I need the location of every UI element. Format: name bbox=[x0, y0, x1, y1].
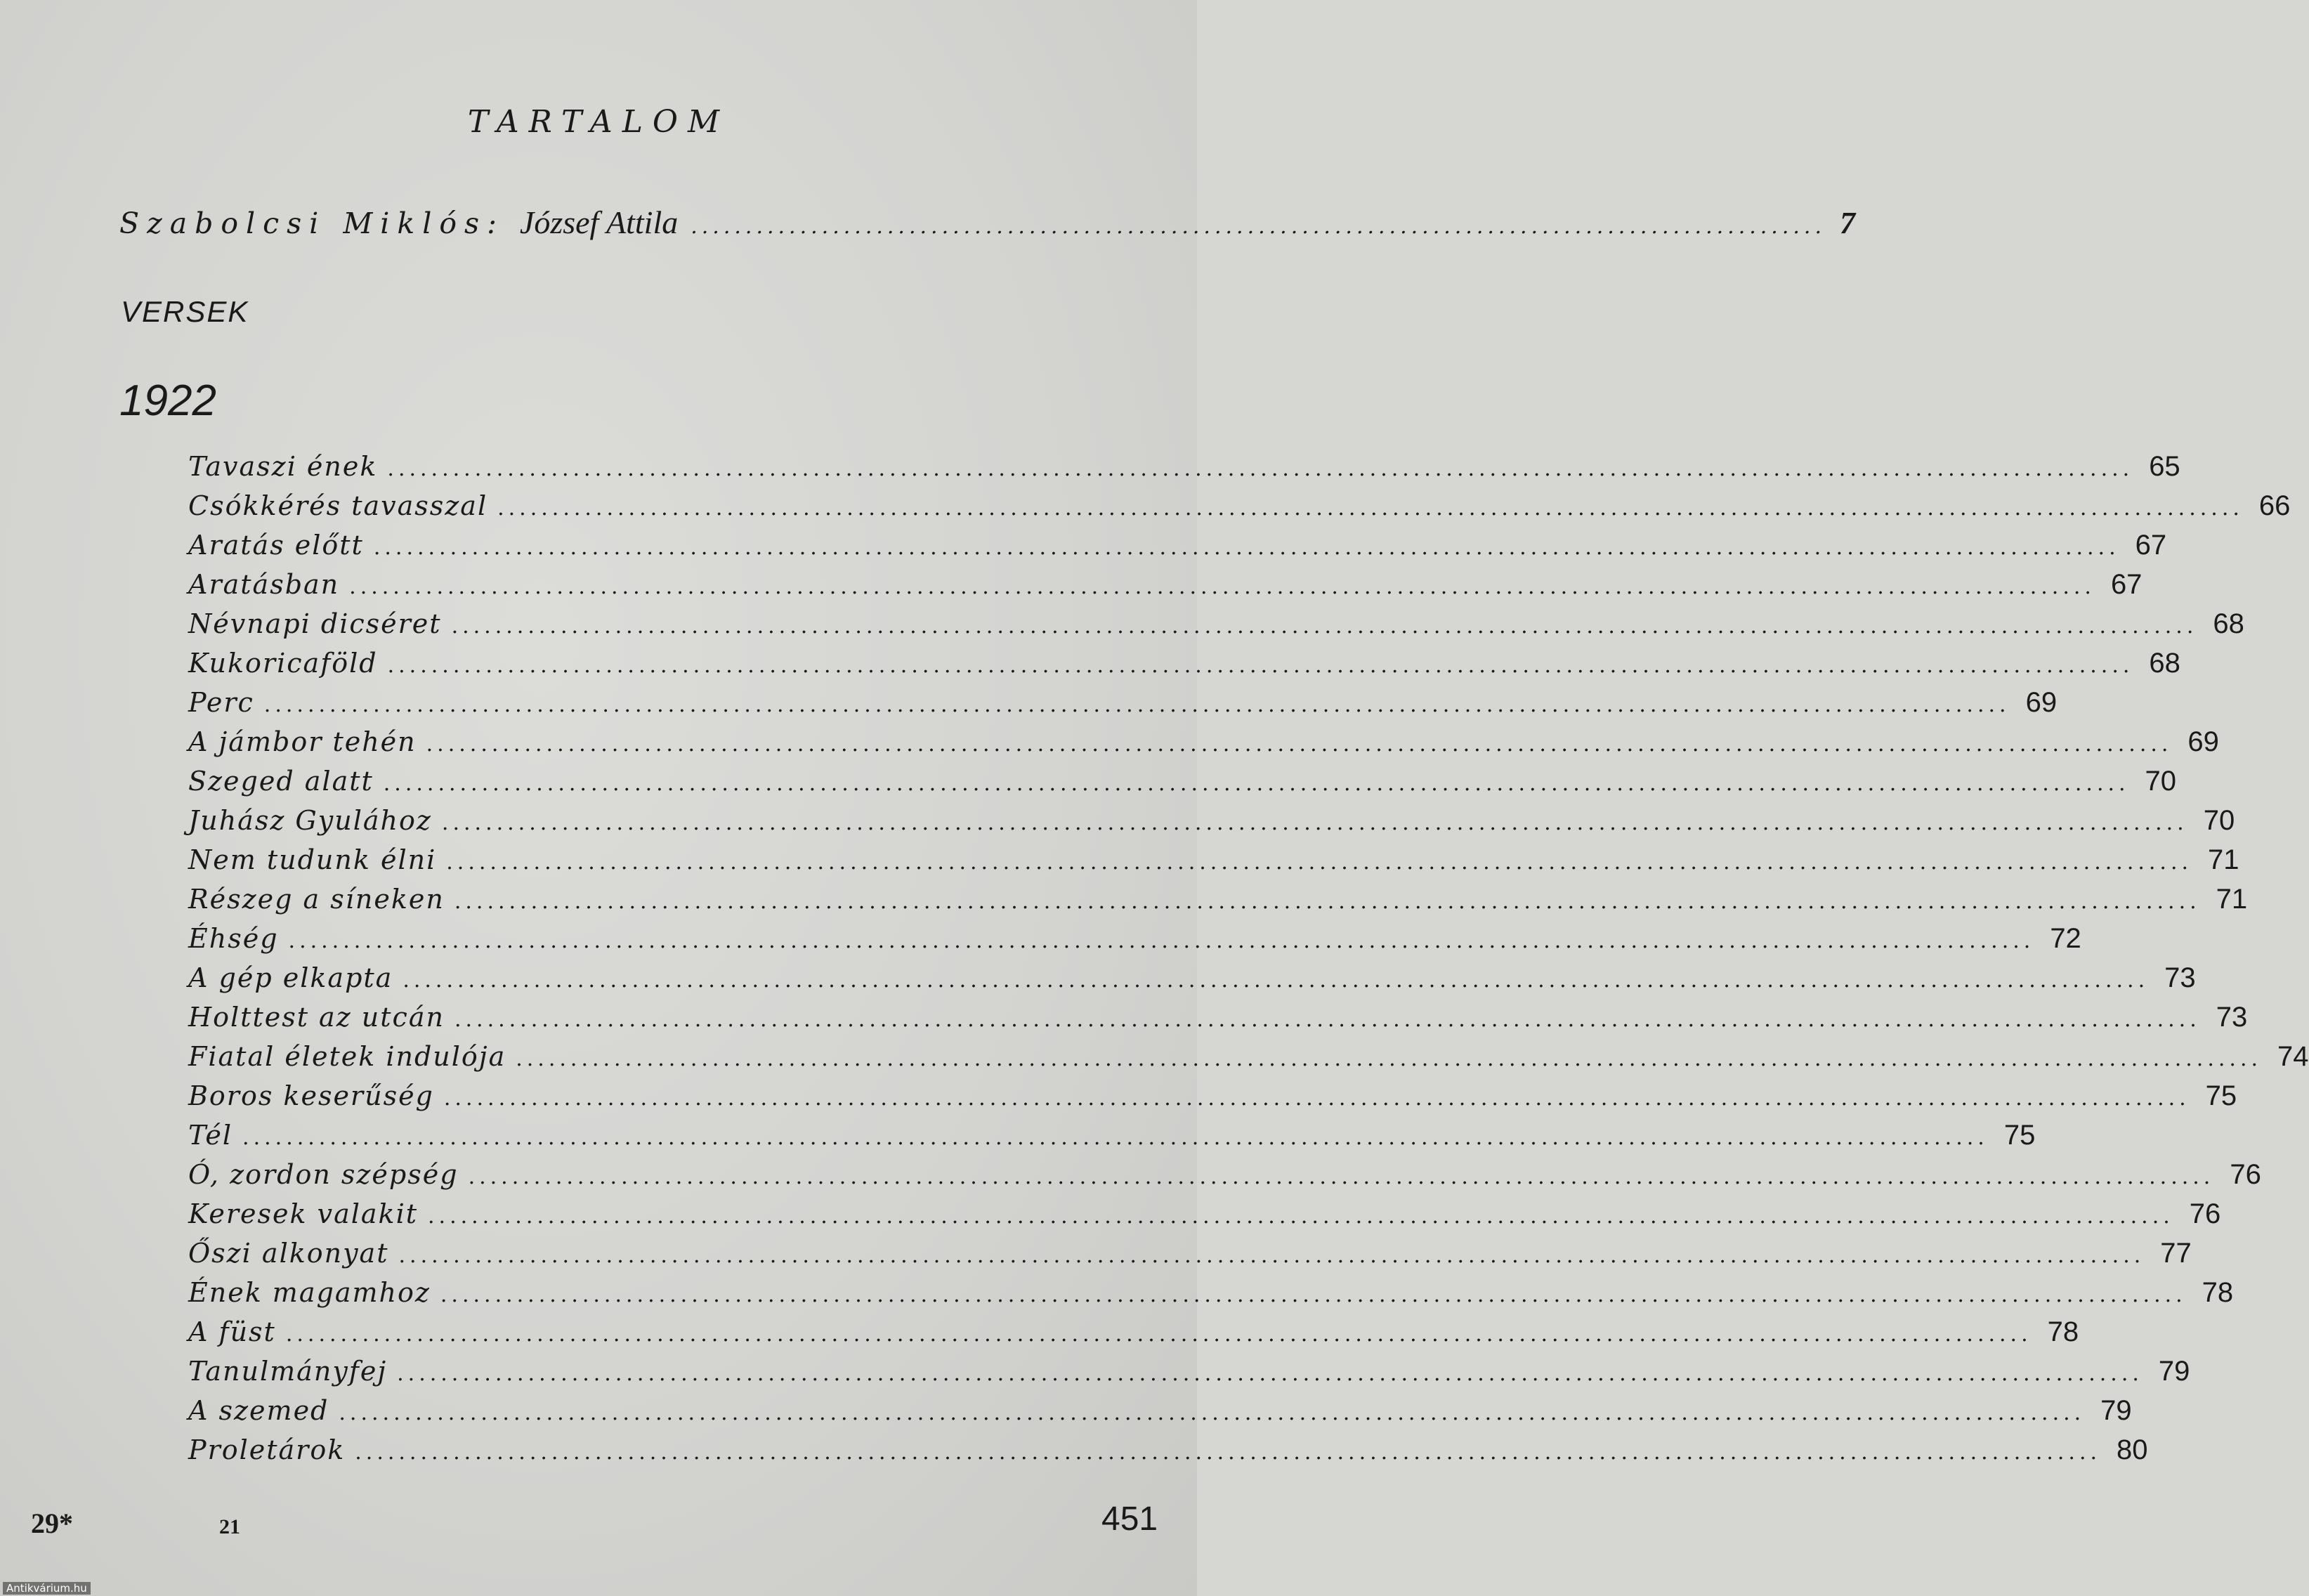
toc-entry-title: A füst bbox=[188, 1316, 276, 1347]
toc-entry-page: 79 bbox=[2100, 1395, 2132, 1426]
toc-entry-title: Proletárok bbox=[188, 1434, 346, 1465]
toc-entry-page: 80 bbox=[2117, 1434, 2148, 1465]
toc-entry bbox=[188, 530, 2167, 569]
toc-entry-title: Keresek valakit bbox=[188, 1198, 418, 1229]
page-title: TARTALOM bbox=[467, 104, 730, 140]
toc-entry bbox=[188, 726, 2219, 766]
toc-entry-page: 69 bbox=[2187, 726, 2219, 757]
dot-leader: ................................................................................................................................................................ bbox=[373, 535, 2120, 560]
toc-entry-title: Kukoricaföld bbox=[188, 648, 378, 679]
toc-entry bbox=[188, 1434, 2148, 1474]
toc-entry-page: 69 bbox=[2025, 687, 2058, 718]
dot-leader: ................................................................................................................................................................ bbox=[242, 1125, 1989, 1150]
dot-leader: ................................................................................................................................................................ bbox=[454, 1007, 2201, 1032]
toc-entry-title: Csókkérés tavasszal bbox=[188, 490, 488, 521]
dot-leader: ................................................................................................................................................................ bbox=[446, 850, 2193, 875]
toc-entry-title: Boros keserűség bbox=[188, 1080, 434, 1111]
dot-leader: ................................................................................................................................................................ bbox=[451, 614, 2198, 639]
toc-entry-title: Tavaszi ének bbox=[188, 451, 378, 482]
toc-entry-page: 76 bbox=[2230, 1159, 2261, 1190]
toc-entry-title: Névnapi dicséret bbox=[188, 608, 442, 639]
toc-entry-page: 78 bbox=[2047, 1316, 2079, 1347]
toc-entry bbox=[188, 1002, 2248, 1041]
toc-entry-page: 73 bbox=[2164, 962, 2196, 993]
dot-leader: ................................................................................................................................................................ bbox=[468, 1165, 2215, 1189]
toc-entry-title: Nem tudunk élni bbox=[188, 844, 437, 875]
toc-entry bbox=[188, 1159, 2261, 1198]
dot-leader: ................................................................................................................................................................ bbox=[398, 1243, 2145, 1268]
toc-entry bbox=[188, 451, 2180, 490]
toc-entry-page: 78 bbox=[2202, 1277, 2234, 1308]
toc-entry-title: Szeged alatt bbox=[188, 766, 374, 797]
toc-entry-page: 77 bbox=[2160, 1238, 2192, 1269]
toc-entry-title: Tanulmányfej bbox=[188, 1356, 388, 1387]
toc-entry-page: 73 bbox=[2216, 1002, 2248, 1033]
section-heading: VERSEK bbox=[121, 295, 249, 328]
toc-entry bbox=[188, 1316, 2079, 1356]
intro-page-number: 7 bbox=[1840, 206, 1855, 240]
dot-leader: ................................................................................................................................................................ bbox=[383, 771, 2130, 796]
page-number: 451 bbox=[1101, 1500, 1158, 1538]
dot-leader: ................................................................................................................................................................ bbox=[440, 1283, 2187, 1307]
toc-entry-title: Perc bbox=[188, 687, 254, 718]
toc-entry-page: 72 bbox=[2050, 923, 2081, 954]
toc-entry bbox=[188, 608, 2244, 648]
toc-entry-page: 68 bbox=[2213, 608, 2244, 639]
dot-leader: ................................................................................................................................................................ bbox=[387, 653, 2134, 678]
sheet-number: 21 bbox=[219, 1515, 240, 1538]
toc-entry-page: 75 bbox=[2205, 1080, 2237, 1111]
toc-entry-title: A jámbor tehén bbox=[188, 726, 417, 757]
toc-entry bbox=[188, 1198, 2221, 1238]
dot-leader: ................................................................................................................................................................ bbox=[285, 1322, 2032, 1347]
toc-entry-title: Aratásban bbox=[188, 569, 340, 600]
toc-entry-title: Tél bbox=[188, 1120, 233, 1151]
toc-entry bbox=[188, 844, 2239, 884]
toc-entry bbox=[188, 1395, 2132, 1434]
toc-entry bbox=[188, 490, 2291, 530]
toc-entry-title: Ének magamhoz bbox=[188, 1277, 431, 1308]
dot-leader: ................................................................................................................................................................ bbox=[428, 1204, 2174, 1229]
toc-entry bbox=[188, 687, 2058, 726]
toc-entry-title: Őszi alkonyat bbox=[188, 1238, 389, 1269]
toc-entry-page: 71 bbox=[2216, 884, 2248, 915]
toc-entry bbox=[188, 1277, 2234, 1316]
toc-list bbox=[188, 451, 2309, 1474]
toc-entry-page: 67 bbox=[2110, 569, 2143, 600]
toc-entry bbox=[188, 648, 2180, 687]
toc-entry bbox=[188, 1120, 2036, 1159]
toc-entry bbox=[188, 923, 2081, 962]
toc-entry-page: 79 bbox=[2158, 1356, 2190, 1387]
toc-entry-page: 65 bbox=[2149, 451, 2180, 482]
toc-entry-title: Éhség bbox=[188, 923, 279, 954]
toc-entry bbox=[188, 805, 2235, 844]
dot-leader: ................................................................................................................................................................ bbox=[288, 929, 2035, 953]
toc-entry-page: 76 bbox=[2189, 1198, 2221, 1229]
intro-work-title: József Attila bbox=[519, 204, 679, 240]
dot-leader: ................................................................................................................................................................ bbox=[441, 811, 2188, 835]
toc-entry-title: A szemed bbox=[188, 1395, 329, 1426]
dot-leader: ........................................................................................................ bbox=[691, 214, 1826, 239]
watermark: Antikvárium.hu bbox=[3, 1582, 91, 1595]
toc-entry-title: Ó, zordon szépség bbox=[188, 1159, 459, 1190]
toc-entry bbox=[188, 884, 2248, 923]
intro-entry bbox=[119, 204, 1855, 246]
intro-author: Szabolcsi Miklós: bbox=[119, 207, 504, 240]
dot-leader: ................................................................................................................................................................ bbox=[349, 575, 2095, 599]
toc-entry-title: Részeg a síneken bbox=[188, 884, 445, 915]
toc-entry-page: 70 bbox=[2145, 766, 2177, 797]
dot-leader: ................................................................................................................................................................ bbox=[339, 1401, 2086, 1425]
toc-entry-title: Fiatal életek indulója bbox=[188, 1041, 506, 1072]
year-heading: 1922 bbox=[119, 377, 216, 425]
toc-entry-title: Aratás előtt bbox=[188, 530, 364, 561]
toc-entry bbox=[188, 766, 2177, 805]
toc-entry bbox=[188, 1080, 2237, 1120]
dot-leader: ................................................................................................................................................................ bbox=[454, 889, 2201, 914]
toc-entry bbox=[188, 569, 2143, 608]
toc-entry-page: 68 bbox=[2149, 648, 2180, 679]
dot-leader: ................................................................................................................................................................ bbox=[355, 1440, 2102, 1465]
signature-mark: 29* bbox=[31, 1507, 73, 1539]
toc-entry bbox=[188, 1238, 2192, 1277]
dot-leader: ................................................................................................................................................................ bbox=[263, 693, 2010, 717]
toc-entry-title: A gép elkapta bbox=[188, 962, 393, 993]
toc-entry-page: 67 bbox=[2135, 530, 2167, 561]
toc-entry-page: 71 bbox=[2208, 844, 2239, 875]
toc-entry bbox=[188, 962, 2196, 1002]
dot-leader: ................................................................................................................................................................ bbox=[426, 732, 2173, 757]
toc-entry-page: 75 bbox=[2003, 1120, 2036, 1151]
dot-leader: ................................................................................................................................................................ bbox=[387, 457, 2134, 481]
toc-entry bbox=[188, 1356, 2190, 1395]
dot-leader: ................................................................................................................................................................ bbox=[443, 1086, 2190, 1111]
toc-entry bbox=[188, 1041, 2309, 1080]
dot-leader: ................................................................................................................................................................ bbox=[397, 1361, 2143, 1386]
toc-entry-page: 74 bbox=[2277, 1041, 2309, 1072]
toc-entry-page: 70 bbox=[2203, 805, 2235, 836]
toc-entry-title: Juhász Gyulához bbox=[188, 805, 432, 836]
dot-leader: ................................................................................................................................................................ bbox=[403, 968, 2150, 993]
toc-entry-title: Holttest az utcán bbox=[188, 1002, 445, 1033]
dot-leader: ................................................................................................................................................................ bbox=[516, 1047, 2263, 1071]
dot-leader: ................................................................................................................................................................ bbox=[497, 496, 2244, 521]
toc-entry-page: 66 bbox=[2258, 490, 2291, 521]
